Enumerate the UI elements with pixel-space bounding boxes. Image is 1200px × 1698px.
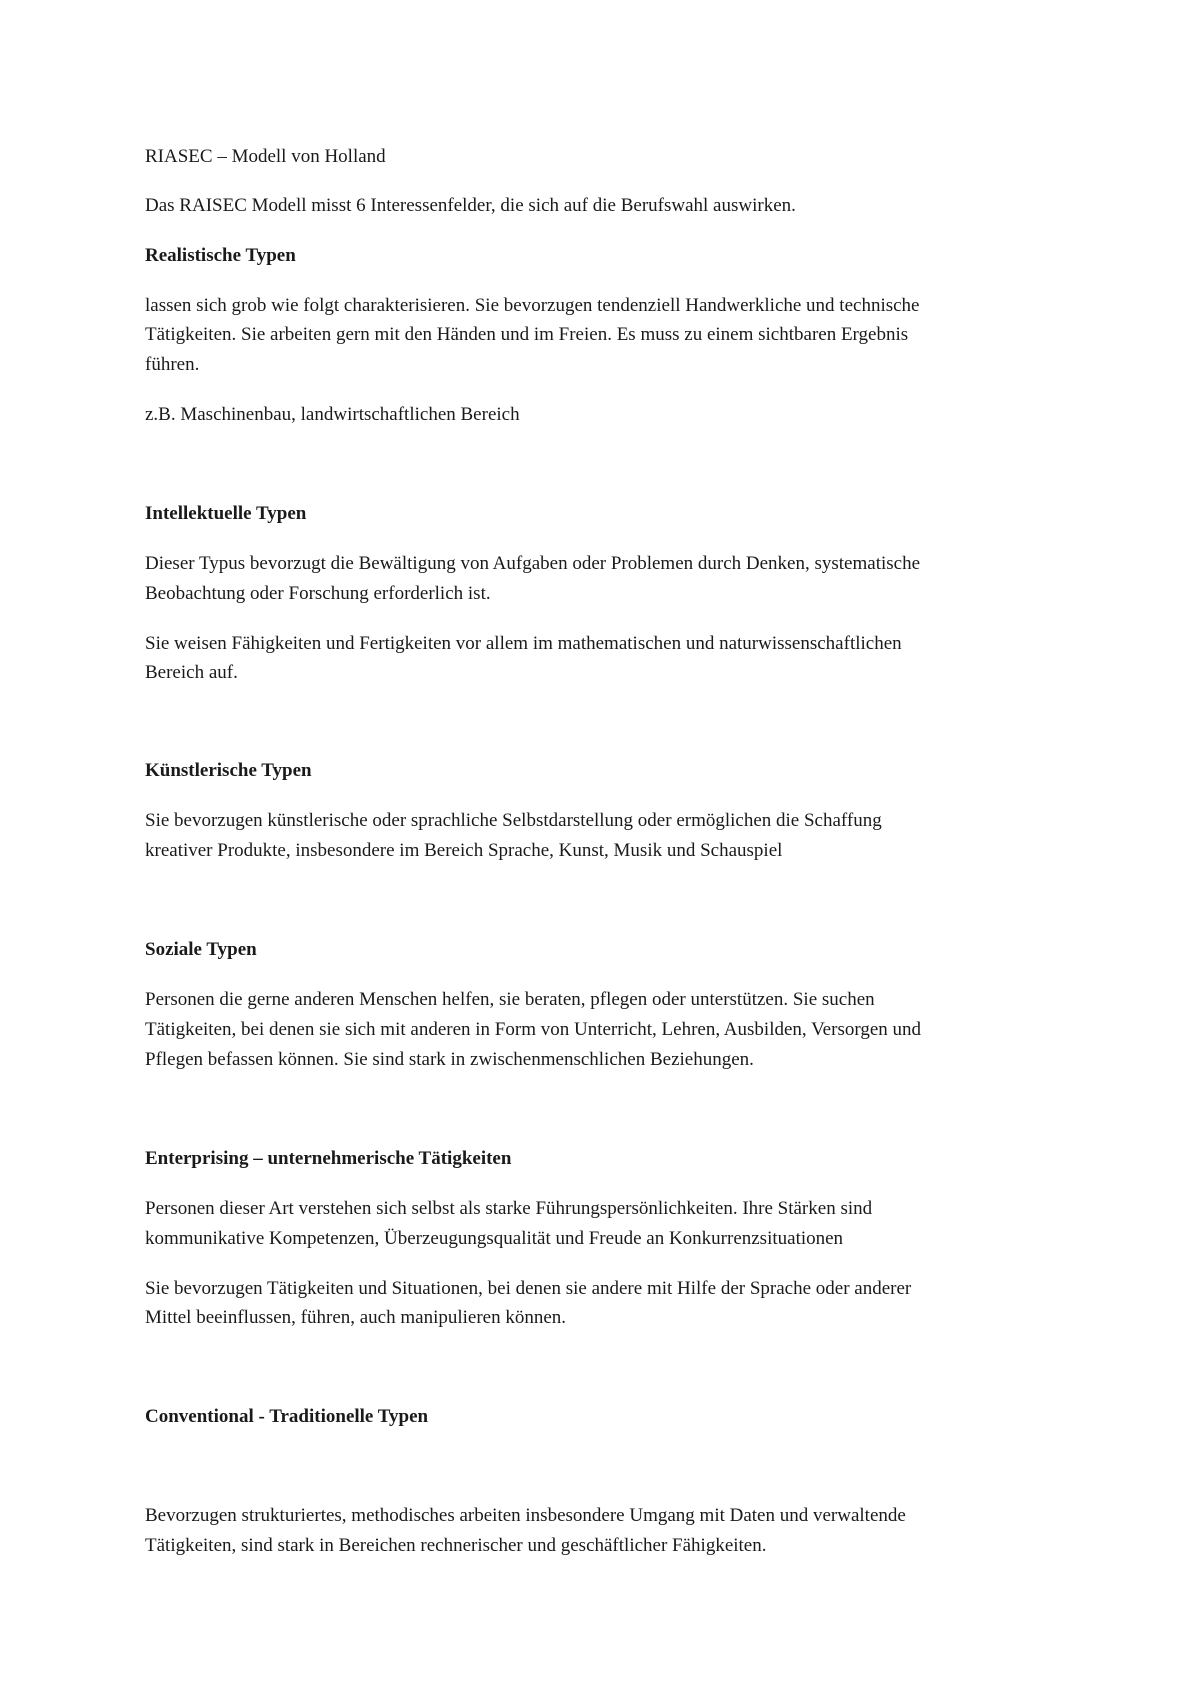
paragraph-line: Sie bevorzugen Tätigkeiten und Situationen, bei denen sie andere mit Hilfe der Sprache oder anderer	[145, 1278, 912, 1299]
paragraph-line: z.B. Maschinenbau, landwirtschaftlichen Bereich	[145, 404, 520, 425]
paragraph-line: Personen die gerne anderen Menschen helfen, sie beraten, pflegen oder unterstützen. Sie suchen	[145, 989, 875, 1010]
paragraph-line: Beobachtung oder Forschung erforderlich ist.	[145, 583, 491, 604]
section-heading-enterprising: Enterprising – unternehmerische Tätigkeiten	[145, 1148, 512, 1169]
paragraph-line: Dieser Typus bevorzugt die Bewältigung von Aufgaben oder Problemen durch Denken, systematische	[145, 553, 921, 574]
paragraph-line: Bereich auf.	[145, 662, 238, 683]
paragraph-line: kommunikative Kompetenzen, Überzeugungsqualität und Freude an Konkurrenzsituationen	[145, 1228, 844, 1249]
paragraph-line: Sie weisen Fähigkeiten und Fertigkeiten vor allem im mathematischen und naturwissenschaftlichen	[145, 633, 902, 654]
section-heading-realistic: Realistische Typen	[145, 245, 296, 266]
section-heading-artistic: Künstlerische Typen	[145, 760, 312, 781]
paragraph-line: Personen dieser Art verstehen sich selbst als starke Führungspersönlichkeiten. Ihre Stärken sind	[145, 1198, 873, 1219]
paragraph-line: Mittel beeinflussen, führen, auch manipulieren können.	[145, 1307, 567, 1328]
paragraph-line: Sie bevorzugen künstlerische oder sprachliche Selbstdarstellung oder ermöglichen die Schaffung	[145, 810, 882, 831]
paragraph-line: Tätigkeiten. Sie arbeiten gern mit den Händen und im Freien. Es muss zu einem sichtbaren Ergebnis	[145, 324, 909, 345]
paragraph-line: Bevorzugen strukturiertes, methodisches arbeiten insbesondere Umgang mit Daten und verwaltende	[145, 1505, 906, 1526]
section-heading-intellectual: Intellektuelle Typen	[145, 503, 307, 524]
paragraph-line: lassen sich grob wie folgt charakterisieren. Sie bevorzugen tendenziell Handwerkliche und technische	[145, 295, 920, 316]
document-title: RIASEC – Modell von Holland	[145, 146, 386, 167]
section-heading-social: Soziale Typen	[145, 939, 257, 960]
paragraph-line: kreativer Produkte, insbesondere im Bereich Sprache, Kunst, Musik und Schauspiel	[145, 840, 783, 861]
paragraph-line: führen.	[145, 354, 200, 375]
paragraph-line: Tätigkeiten, sind stark in Bereichen rechnerischer und geschäftlicher Fähigkeiten.	[145, 1535, 767, 1556]
intro-paragraph: Das RAISEC Modell misst 6 Interessenfelder, die sich auf die Berufswahl auswirken.	[145, 195, 796, 216]
paragraph-line: Pflegen befassen können. Sie sind stark in zwischenmenschlichen Beziehungen.	[145, 1049, 754, 1070]
paragraph-line: Tätigkeiten, bei denen sie sich mit anderen in Form von Unterricht, Lehren, Ausbilden, Versorgen und	[145, 1019, 922, 1040]
section-heading-conventional: Conventional - Traditionelle Typen	[145, 1406, 429, 1427]
